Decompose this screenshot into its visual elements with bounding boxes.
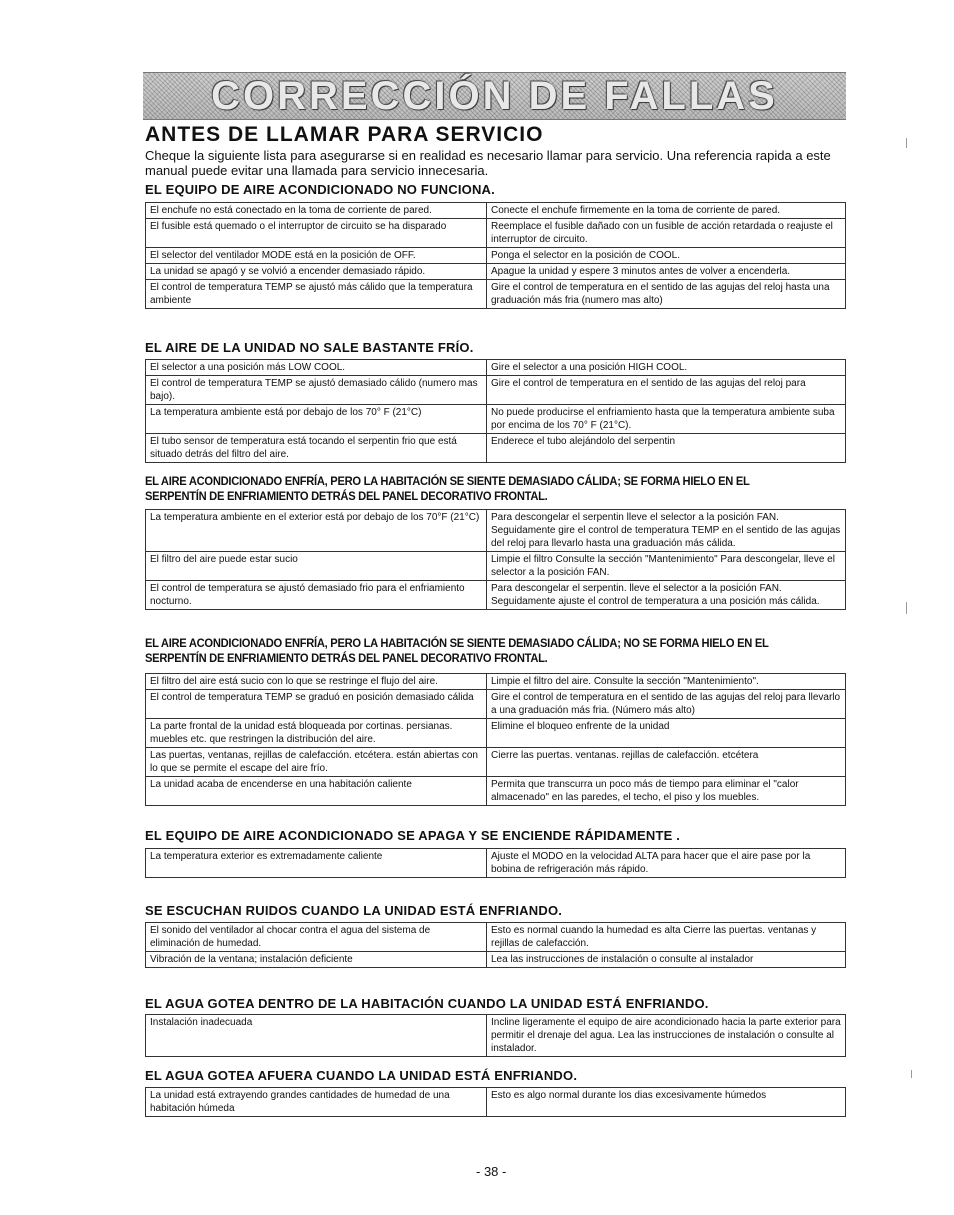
problem-cause-cell: El tubo sensor de temperatura está tocando el serpentin frio que está situado detrás del filtro del aire.	[146, 434, 487, 463]
troubleshooting-table	[145, 922, 846, 968]
troubleshooting-table	[145, 848, 846, 878]
table-row	[146, 923, 846, 952]
table-row	[146, 952, 846, 968]
table-row	[146, 690, 846, 719]
solution-cell: Gire el control de temperatura en el sentido de las agujas del reloj para	[487, 376, 846, 405]
solution-cell: Conecte el enchufe firmemente en la toma de corriente de pared.	[487, 203, 846, 219]
solution-cell: Permita que transcurra un poco más de tiempo para eliminar el "calor almacenado" en las paredes, el techo, el piso y los muebles.	[487, 777, 846, 806]
problem-cause-cell: Las puertas, ventanas, rejillas de calefacción. etcétera. están abiertas con lo que se permite el escape del aire frío.	[146, 748, 487, 777]
table-row	[146, 360, 846, 376]
problem-cause-cell: El control de temperatura TEMP se ajustó más cálido que la temperatura ambiente	[146, 280, 487, 309]
margin-mark	[911, 1070, 912, 1078]
table-row	[146, 434, 846, 463]
margin-mark	[906, 602, 907, 614]
table-row	[146, 719, 846, 748]
section-title: EL AGUA GOTEA AFUERA CUANDO LA UNIDAD ESTÁ ENFRIANDO.	[145, 1068, 578, 1083]
section-title: EL AIRE ACONDICIONADO ENFRÍA, PERO LA HABITACIÓN SE SIENTE DEMASIADO CÁLIDA; NO SE FORMA HIELO EN EL SERPENTÍN DE ENFRIAMIENTO DETRÁS DEL PANEL DECORATIVO FRONTAL.	[145, 636, 769, 665]
problem-cause-cell: La unidad acaba de encenderse en una habitación caliente	[146, 777, 487, 806]
problem-cause-cell: El fusible está quemado o el interruptor de circuito se ha disparado	[146, 219, 487, 248]
troubleshooting-table	[145, 673, 846, 806]
solution-cell: Para descongelar el serpentin lleve el selector a la posición FAN. Seguidamente gire el control de temperatura TEMP en el sentido de las agujas del reloj para llevarlo hasta una graduación más cálida.	[487, 510, 846, 552]
problem-cause-cell: La temperatura exterior es extremadamente caliente	[146, 849, 487, 878]
page-number: - 38 -	[476, 1164, 507, 1179]
solution-cell: Enderece el tubo alejándolo del serpentin	[487, 434, 846, 463]
margin-mark	[906, 138, 907, 148]
table-row	[146, 552, 846, 581]
problem-cause-cell: El selector del ventilador MODE está en la posición de OFF.	[146, 248, 487, 264]
table-row	[146, 748, 846, 777]
problem-cause-cell: El selector a una posición más LOW COOL.	[146, 360, 487, 376]
section-title: EL AIRE ACONDICIONADO ENFRÍA, PERO LA HABITACIÓN SE SIENTE DEMASIADO CÁLIDA; SE FORMA HIELO EN EL SERPENTÍN DE ENFRIAMIENTO DETRÁS DEL PANEL DECORATIVO FRONTAL.	[145, 474, 750, 503]
problem-cause-cell: El enchufe no está conectado en la toma de corriente de pared.	[146, 203, 487, 219]
problem-cause-cell: El filtro del aire está sucio con lo que se restringe el flujo del aire.	[146, 674, 487, 690]
solution-cell: Esto es algo normal durante los dias excesivamente húmedos	[487, 1088, 846, 1117]
solution-cell: Limpie el filtro Consulte la sección "Mantenimiento" Para descongelar, lleve el selector a la posición FAN.	[487, 552, 846, 581]
problem-cause-cell: La unidad está extrayendo grandes cantidades de humedad de una habitación húmeda	[146, 1088, 487, 1117]
table-row	[146, 849, 846, 878]
solution-cell: Gire el control de temperatura en el sentido de las agujas del reloj para llevarlo a una graduación más fria. (Número más alto)	[487, 690, 846, 719]
solution-cell: Lea las instrucciones de instalación o consulte al instalador	[487, 952, 846, 968]
problem-cause-cell: El control de temperatura TEMP se graduó en posición demasiado cálida	[146, 690, 487, 719]
solution-cell: Elimine el bloqueo enfrente de la unidad	[487, 719, 846, 748]
table-row	[146, 777, 846, 806]
banner-title: CORRECCIÓN DE FALLAS	[211, 73, 778, 118]
troubleshooting-table	[145, 359, 846, 463]
section-title: EL AIRE DE LA UNIDAD NO SALE BASTANTE FRÍO.	[145, 340, 474, 355]
table-row	[146, 203, 846, 219]
problem-cause-cell: Instalación inadecuada	[146, 1015, 487, 1057]
table-row	[146, 1015, 846, 1057]
troubleshooting-table	[145, 202, 846, 309]
section-title: EL AGUA GOTEA DENTRO DE LA HABITACIÓN CUANDO LA UNIDAD ESTÁ ENFRIANDO.	[145, 996, 709, 1011]
problem-cause-cell: El filtro del aire puede estar sucio	[146, 552, 487, 581]
solution-cell: Cierre las puertas. ventanas. rejillas de calefacción. etcétera	[487, 748, 846, 777]
intro-text: Cheque la siguiente lista para asegurarse si en realidad es necesario llamar para servicio. Una referencia rapida a este manual puede evitar una llamada para servicio innecesaria.	[145, 148, 831, 178]
problem-cause-cell: La temperatura ambiente en el exterior está por debajo de los 70°F (21°C)	[146, 510, 487, 552]
problem-cause-cell: Vibración de la ventana; instalación deficiente	[146, 952, 487, 968]
troubleshooting-table	[145, 1014, 846, 1057]
solution-cell: Incline ligeramente el equipo de aire acondicionado hacia la parte exterior para permitir el drenaje del agua. Lea las instrucciones de instalación o consulte al instalador.	[487, 1015, 846, 1057]
problem-cause-cell: La unidad se apagó y se volvió a encender demasiado rápido.	[146, 264, 487, 280]
solution-cell: Apague la unidad y espere 3 minutos antes de volver a encenderla.	[487, 264, 846, 280]
problem-cause-cell: El sonido del ventilador al chocar contra el agua del sistema de eliminación de humedad.	[146, 923, 487, 952]
section-title: EL EQUIPO DE AIRE ACONDICIONADO NO FUNCIONA.	[145, 182, 495, 197]
solution-cell: Reemplace el fusible dañado con un fusible de acción retardada o reajuste el interruptor de circuito.	[487, 219, 846, 248]
problem-cause-cell: La temperatura ambiente está por debajo de los 70° F (21°C)	[146, 405, 487, 434]
table-row	[146, 674, 846, 690]
table-row	[146, 280, 846, 309]
solution-cell: Gire el selector a una posición HIGH COOL.	[487, 360, 846, 376]
section-title: EL EQUIPO DE AIRE ACONDICIONADO SE APAGA Y SE ENCIENDE RÁPIDAMENTE .	[145, 828, 681, 843]
table-row	[146, 1088, 846, 1117]
table-row	[146, 264, 846, 280]
solution-cell: Para descongelar el serpentin. lleve el selector a la posición FAN. Seguidamente ajuste el control de temperatura a una posición más cálida.	[487, 581, 846, 610]
troubleshooting-table	[145, 1087, 846, 1117]
table-row	[146, 376, 846, 405]
table-row	[146, 510, 846, 552]
problem-cause-cell: La parte frontal de la unidad está bloqueada por cortinas. persianas. muebles etc. que restringen la distribución del aire.	[146, 719, 487, 748]
table-row	[146, 219, 846, 248]
title-banner	[143, 72, 846, 120]
table-row	[146, 581, 846, 610]
solution-cell: Limpie el filtro del aire. Consulte la sección "Mantenimiento".	[487, 674, 846, 690]
section-title: SE ESCUCHAN RUIDOS CUANDO LA UNIDAD ESTÁ ENFRIANDO.	[145, 903, 563, 918]
troubleshooting-table	[145, 509, 846, 610]
problem-cause-cell: El control de temperatura TEMP se ajustó demasiado cálido (numero mas bajo).	[146, 376, 487, 405]
solution-cell: Gire el control de temperatura en el sentido de las agujas del reloj hasta una graduación más fria (numero mas alto)	[487, 280, 846, 309]
solution-cell: Ponga el selector en la posición de COOL.	[487, 248, 846, 264]
solution-cell: No puede producirse el enfriamiento hasta que la temperatura ambiente suba por encima de los 70° F (21°C).	[487, 405, 846, 434]
table-row	[146, 248, 846, 264]
solution-cell: Ajuste el MODO en la velocidad ALTA para hacer que el aire pase por la bobina de refrigeración más rápido.	[487, 849, 846, 878]
table-row	[146, 405, 846, 434]
problem-cause-cell: El control de temperatura se ajustó demasiado frio para el enfriamiento nocturno.	[146, 581, 487, 610]
solution-cell: Esto es normal cuando la humedad es alta Cierre las puertas. ventanas y rejillas de calefacción.	[487, 923, 846, 952]
page-heading: ANTES DE LLAMAR PARA SERVICIO	[145, 123, 544, 146]
